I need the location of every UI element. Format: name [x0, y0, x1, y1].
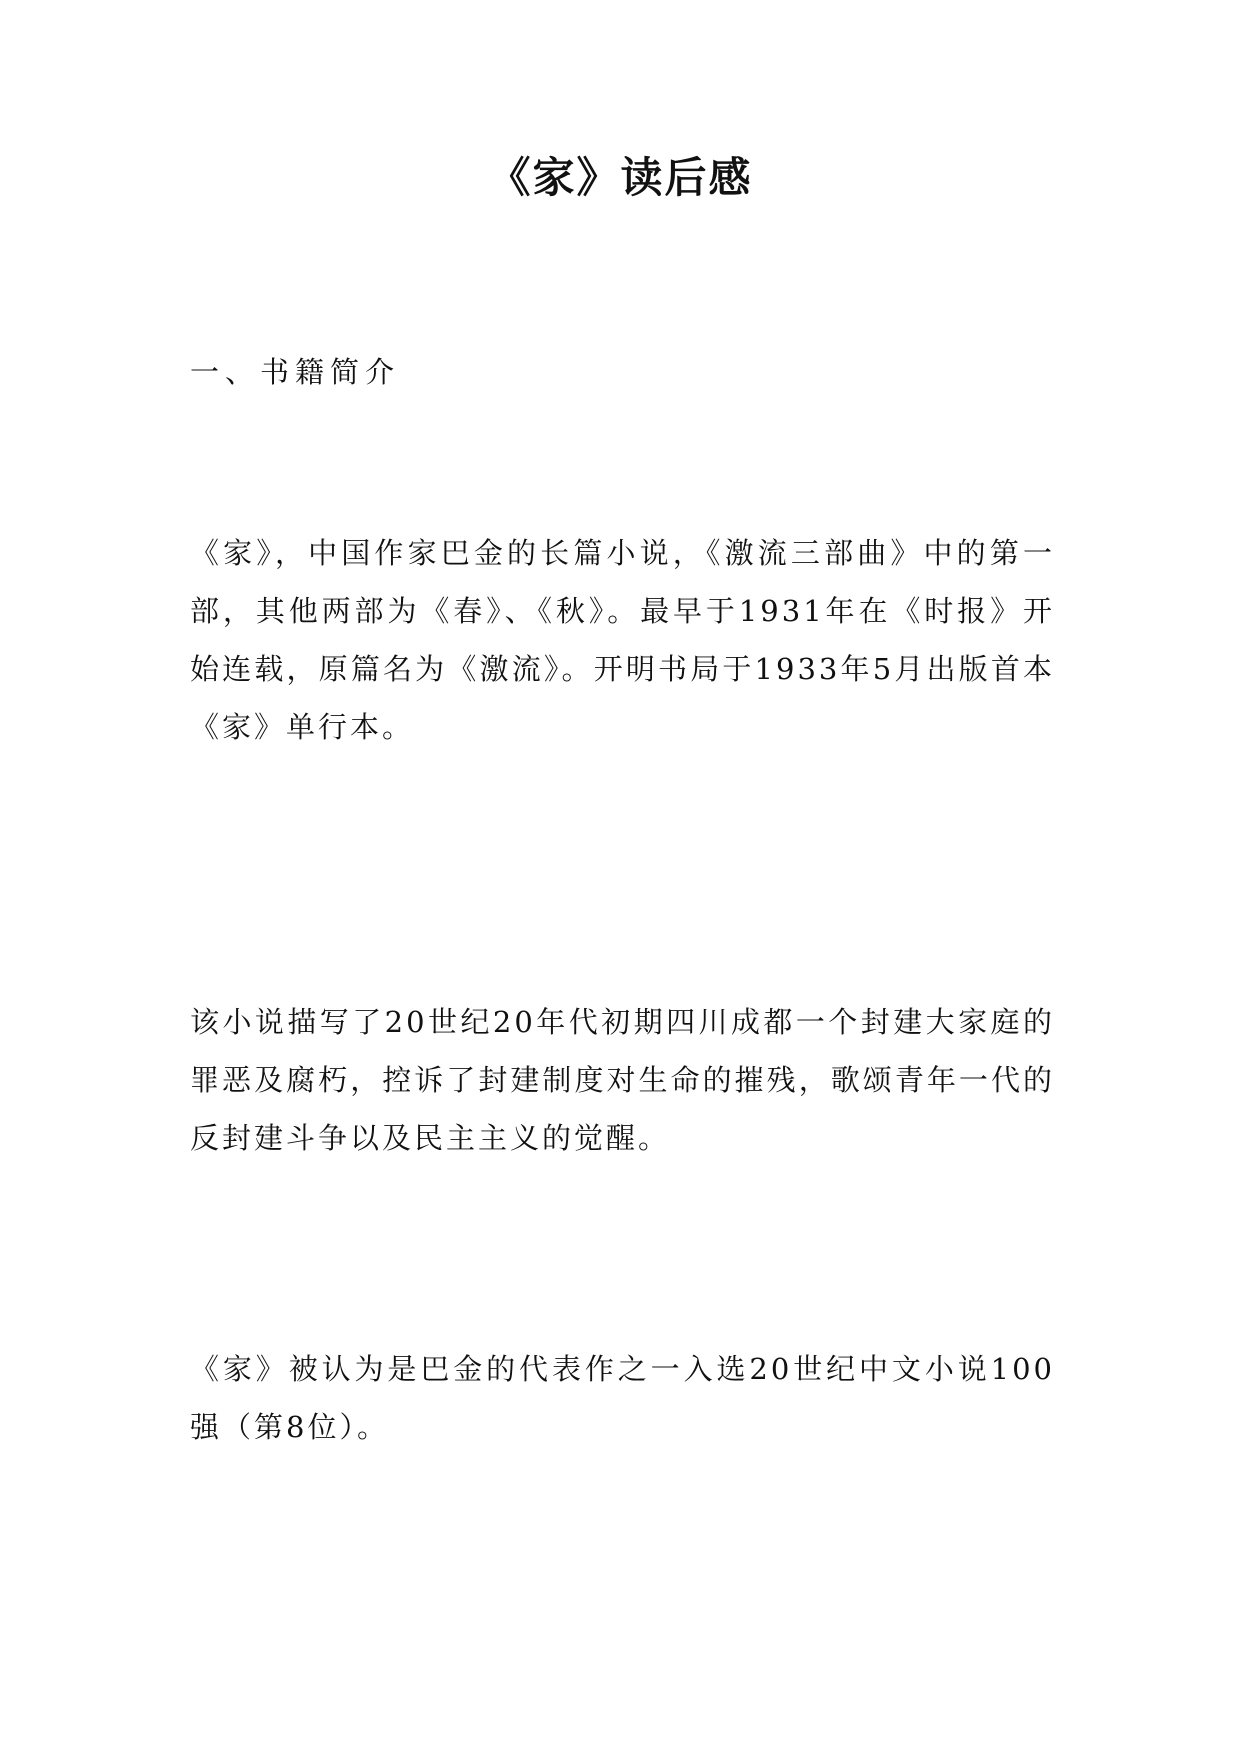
paragraph-recognition: 《家》被认为是巴金的代表作之一入选20世纪中文小说100强（第8位）。 [190, 1352, 1055, 1444]
paragraph-intro: 《家》，中国作家巴金的长篇小说，《激流三部曲》中的第一部，其他两部为《春》、《秋》。最早于1931年在《时报》开始连载，原篇名为《激流》。开明书局于1933年5月出版首本《家》单行本。 [190, 536, 1055, 744]
paragraph-summary: 该小说描写了20世纪20年代初期四川成都一个封建大家庭的罪恶及腐朽，控诉了封建制度对生命的摧残，歌颂青年一代的反封建斗争以及民主主义的觉醒。 [190, 1005, 1055, 1155]
document-title: 《家》读后感 [488, 153, 753, 202]
section-heading: 一、书籍简介 [190, 355, 401, 389]
